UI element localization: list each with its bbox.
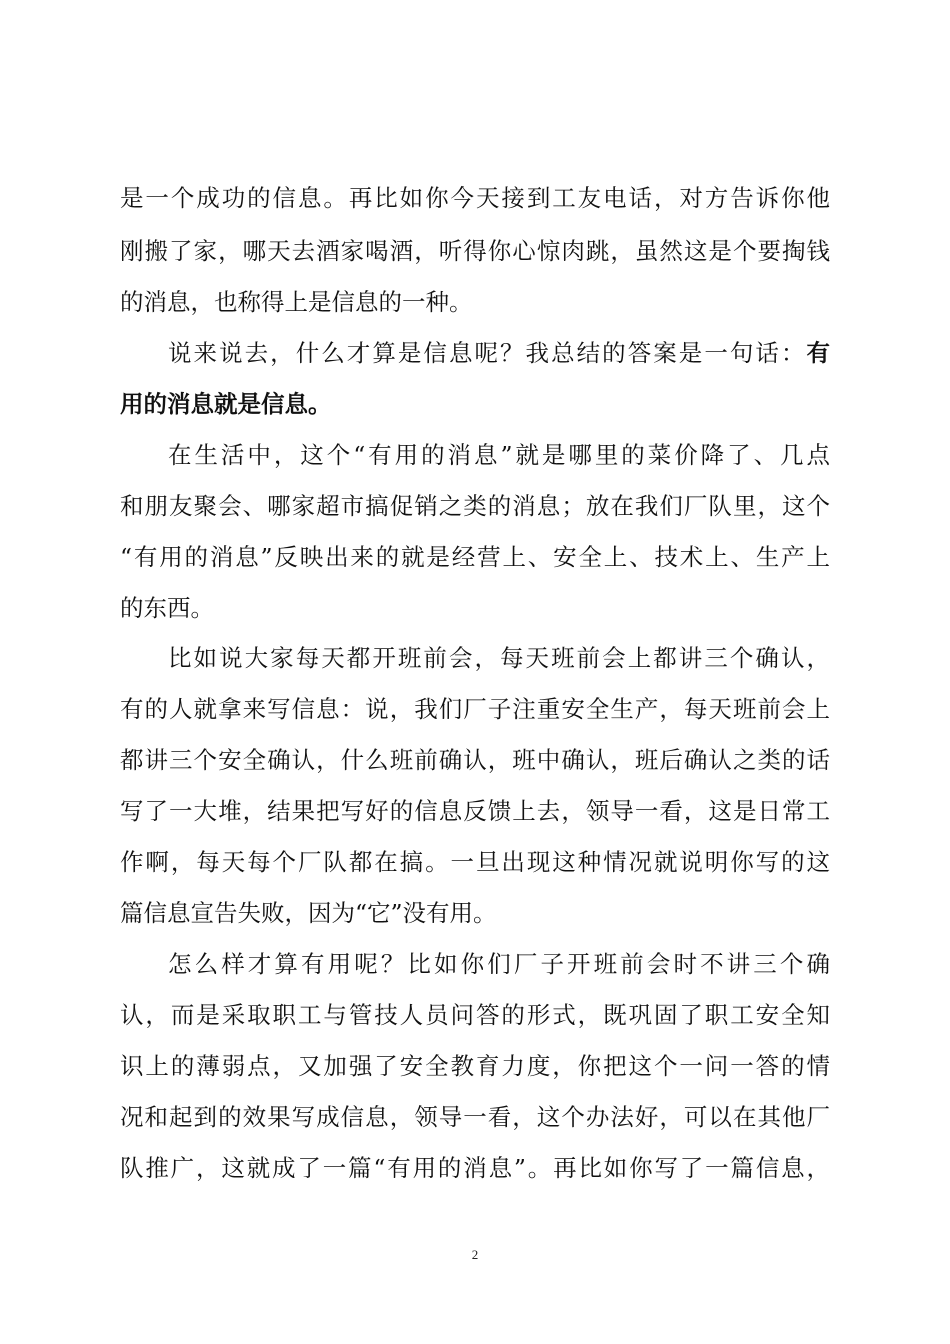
text-line-18: 识上的薄弱点，又加强了安全教育力度，你把这个一问一答的情 (120, 1052, 830, 1080)
text-line-7: 和朋友聚会、哪家超市搞促销之类的消息；放在我们厂队里，这个 (120, 492, 830, 520)
text-line-16: 怎么样才算有用呢？比如你们厂子开班前会时不讲三个确 (168, 950, 830, 978)
text-line-19: 况和起到的效果写成信息，领导一看，这个办法好，可以在其他厂 (120, 1103, 830, 1131)
text-line-4-body: 说来说去，什么才算是信息呢？我总结的答案是一句话： (168, 339, 807, 367)
text-line-17: 认，而是采取职工与管技人员问答的形式，既巩固了职工安全知 (120, 1001, 830, 1029)
text-line-15: 篇信息宣告失败，因为“它”没有用。 (120, 899, 497, 927)
text-line-13: 写了一大堆，结果把写好的信息反馈上去，领导一看，这是日常工 (120, 797, 830, 825)
text-line-4 (168, 336, 830, 370)
text-line-6: 在生活中，这个“有用的消息”就是哪里的菜价降了、几点 (168, 441, 830, 469)
text-line-9: 的东西。 (120, 594, 214, 622)
text-line-1: 是一个成功的信息。再比如你今天接到工友电话，对方告诉你他 (120, 184, 830, 212)
text-line-12: 都讲三个安全确认，什么班前确认，班中确认，班后确认之类的话 (120, 746, 830, 774)
text-line-2: 刚搬了家，哪天去酒家喝酒，听得你心惊肉跳，虽然这是个要掏钱 (120, 237, 830, 265)
text-line-10: 比如说大家每天都开班前会，每天班前会上都讲三个确认， (168, 644, 830, 672)
text-line-5: 用的消息就是信息。 (120, 390, 332, 418)
text-line-14: 作啊，每天每个厂队都在搞。一旦出现这种情况就说明你写的这 (120, 848, 830, 876)
text-line-20: 队推广，这就成了一篇“有用的消息”。再比如你写了一篇信息， (120, 1154, 830, 1182)
text-line-11: 有的人就拿来写信息：说，我们厂子注重安全生产，每天班前会上 (120, 695, 830, 723)
text-line-4-bold: 有 (806, 339, 830, 367)
page-number: 2 (471, 1247, 479, 1262)
text-line-8: “有用的消息”反映出来的就是经营上、安全上、技术上、生产上 (120, 543, 830, 571)
text-line-3: 的消息，也称得上是信息的一种。 (120, 288, 473, 316)
